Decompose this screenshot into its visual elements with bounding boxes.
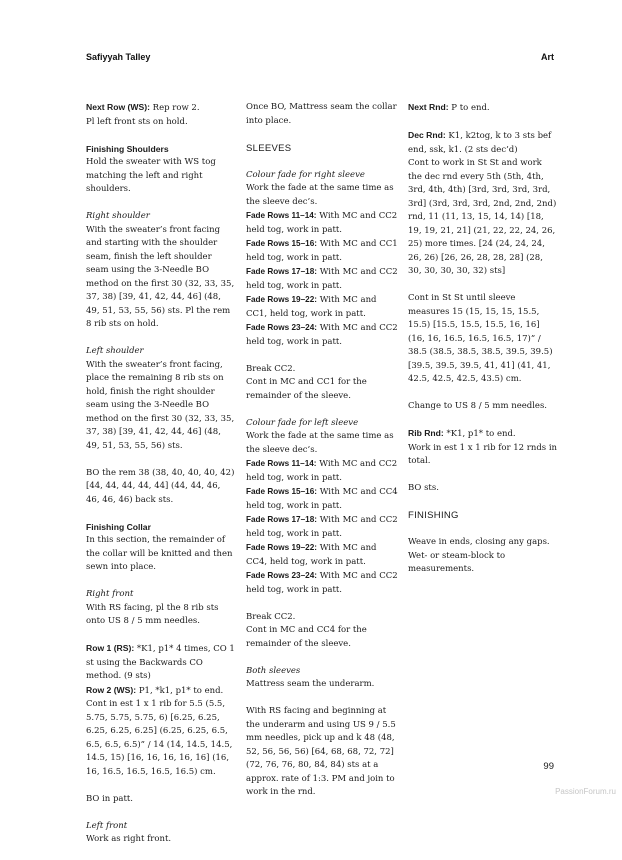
fade-row-text: With MC and CC4, held tog, work in patt. [246, 543, 377, 567]
fade-row-label: Fade Rows 15–16: [246, 487, 317, 496]
fade-right-row [246, 321, 398, 349]
column-2 [246, 101, 398, 813]
fade-row-label: Fade Rows 17–18: [246, 515, 317, 524]
fade-row-text: With MC and CC2 held tog, work in patt. [246, 267, 398, 291]
next-rnd-label: Next Rnd: [408, 102, 449, 112]
left-shoulder-heading: Left shoulder [86, 346, 144, 356]
column-3 [408, 101, 558, 590]
section-name: Art [541, 52, 554, 62]
author-name: Safiyyah Talley [86, 52, 151, 62]
fade-right-intro: Work the fade at the same time as the sleeve dec’s. [246, 183, 394, 207]
fade-left-row [246, 513, 398, 541]
fade-right-row [246, 209, 398, 237]
rs-facing-text: With RS facing and beginning at the underarm and using US 9 / 5.5 mm needles, pick up and k 48 (48, 52, 56, 56, 56) [64, 68, 68, 72, 72] (72, 76, 76, 80, 84, 84) sts at a approx. rate of 1:3. PM and join to work in the rnd. [246, 706, 396, 797]
fade-row-label: Fade Rows 11–14: [246, 459, 317, 468]
bo-patt-text: BO in patt. [86, 793, 134, 804]
fade-left-row [246, 569, 398, 597]
once-bo-text: Once BO, Mattress seam the collar into place. [246, 102, 397, 126]
next-row-line2: Pl left front sts on hold. [86, 116, 188, 127]
right-shoulder-heading: Right shoulder [86, 211, 150, 221]
finishing-shoulders-heading: Finishing Shoulders [86, 143, 169, 154]
fade-row-label: Fade Rows 15–16: [246, 239, 317, 248]
finishing-collar-text: In this section, the remainder of the collar will be knitted and then sewn into place. [86, 535, 233, 572]
next-rnd-text: P to end. [448, 103, 490, 113]
bo-sts-text: BO sts. [408, 483, 439, 493]
change-needles-text: Change to US 8 / 5 mm needles. [408, 401, 548, 411]
fade-row-text: With MC and CC2 held tog, work in patt. [246, 459, 398, 483]
rib-rnd-label: Rib Rnd: [408, 428, 444, 438]
sleeves-heading: SLEEVES [246, 142, 292, 154]
row1-text: *K1, p1* 4 times, CO 1 st using the Backwards CO method. (9 sts) [86, 644, 235, 681]
fade-row-text: With MC and CC2 held tog, work in patt. [246, 323, 398, 347]
page-number: 99 [543, 761, 554, 772]
dec-rnd-label: Dec Rnd: [408, 130, 446, 140]
fade-left-row [246, 485, 398, 513]
fade-row-text: With MC and CC4 held tog, work in patt. [246, 487, 398, 511]
column-1 [86, 101, 236, 860]
fade-left-heading: Colour fade for left sleeve [246, 417, 359, 428]
dec-rnd-text: K1, k2tog, k to 3 sts bef end, ssk, k1. (2 sts dec’d) [408, 131, 552, 155]
both-sleeves-text: Mattress seam the underarm. [246, 679, 375, 689]
fade-right-row [246, 265, 398, 293]
row2-text: P1, *k1, p1* to end. [136, 685, 224, 696]
fade-row-label: Fade Rows 23–24: [246, 323, 317, 332]
fade-row-text: With MC and CC1, held tog, work in patt. [246, 295, 377, 319]
fade-right-row [246, 237, 398, 265]
fade-row-label: Fade Rows 23–24: [246, 571, 317, 580]
next-row-label: Next Row (WS): [86, 102, 150, 112]
right-front-heading: Right front [86, 589, 134, 599]
row1-instruction [86, 642, 236, 684]
fade-left-row [246, 541, 398, 569]
fade-row-label: Fade Rows 11–14: [246, 211, 317, 220]
next-row-instruction [86, 101, 236, 116]
cont-cc1-text: Cont in MC and CC1 for the remainder of the sleeve. [246, 377, 367, 401]
finishing-shoulders-text: Hold the sweater with WS tog matching the left and right shoulders. [86, 157, 216, 194]
rib-rnd-text: *K1, p1* to end. [443, 429, 516, 439]
left-shoulder-text: With the sweater’s front facing, place the remaining 8 rib sts on hold, finish the right shoulder seam using the 3-Needle BO method on the first 30 (32, 33, 35, 37, 38) [39, 41, 42, 44, 46] (48, 49, 51, 53, 55, 56) sts. [86, 359, 235, 451]
finishing-collar-heading: Finishing Collar [86, 521, 151, 532]
fade-row-text: With MC and CC2 held tog, work in patt. [246, 515, 398, 539]
row2-instruction [86, 684, 236, 699]
left-front-text: Work as right front. [86, 834, 172, 844]
break-cc2-text: Break CC2. [246, 363, 296, 374]
row2-label: Row 2 (WS): [86, 684, 137, 695]
fade-row-label: Fade Rows 17–18: [246, 267, 317, 276]
fade-row-text: With MC and CC2 held tog, work in patt. [246, 571, 398, 595]
stst-text: Cont in St St until sleeve measures 15 (15, 15, 15, 15.5, 15.5) [15.5, 15.5, 15.5, 16, 16] (16, 16, 16.5, 16.5, 16.5, 17)” / 38.5 (38.5, 38.5, 38.5, 39.5, 39.5) [39.5, 39.5, 39.5, 41, 41] (41, 41, 42.5, 42.5, 42.5, 43.5) cm. [408, 293, 553, 384]
fade-row-text: With MC and CC1 held tog, work in patt. [246, 239, 398, 263]
left-front-heading: Left front [86, 820, 128, 831]
finishing-text: Weave in ends, closing any gaps. Wet- or steam-block to measurements. [408, 537, 550, 574]
dec-rnd-instruction [408, 129, 558, 157]
fade-right-row [246, 293, 398, 321]
rib-rnd-instruction [408, 427, 558, 442]
finishing-heading: FINISHING [408, 510, 459, 521]
bo-rem-text: BO the rem 38 (38, 40, 40, 40, 42) [44, 44, 44, 44, 44] (44, 44, 46, 46, 46, 46) back sts. [86, 467, 235, 505]
cont-cc4-text: Cont in MC and CC4 for the remainder of the sleeve. [246, 625, 367, 649]
next-rnd-instruction [408, 101, 558, 116]
both-sleeves-heading: Both sleeves [246, 665, 301, 676]
rib-work-text: Work in est 1 x 1 rib for 12 rnds in total. [408, 442, 558, 466]
break-cc2-text: Break CC2. [246, 611, 296, 622]
next-row-text: Rep row 2. [149, 103, 200, 113]
row1-label: Row 1 (RS): [86, 643, 135, 653]
fade-row-label: Fade Rows 19–22: [246, 295, 317, 304]
fade-left-intro: Work the fade at the same time as the sleeve dec’s. [246, 431, 394, 455]
fade-row-label: Fade Rows 19–22: [246, 543, 317, 552]
cont-rib-text: Cont in est 1 x 1 rib for 5.5 (5.5, 5.75, 5.75, 5.75, 6) [6.25, 6.25, 6.25, 6.25, 6.25] (6.25, 6.25, 6.5, 6.5, 6.5, 6.5)” / 14 (14, 14.5, 14.5, 14.5, 15) [16, 16, 16, 16, 16] (16, 16, 16.5, 16.5, 16.5, 16.5) cm. [86, 699, 233, 777]
fade-left-row [246, 457, 398, 485]
right-front-text: With RS facing, pl the 8 rib sts onto US 8 / 5 mm needles. [86, 602, 219, 626]
watermark: PassionForum.ru [555, 787, 616, 796]
fade-right-heading: Colour fade for right sleeve [246, 169, 365, 180]
fade-row-text: With MC and CC2 held tog, work in patt. [246, 211, 398, 235]
right-shoulder-text: With the sweater’s front facing and starting with the shoulder seam, finish the left shoulder seam using the 3-Needle BO method on the first 30 (32, 33, 35, 37, 38) [39, 41, 42, 44, 46] (48, 49, 51, 53, 55, 56) sts. Pl the rem 8 rib sts on hold. [86, 224, 235, 329]
dec-cont-text: Cont to work in St St and work the dec rnd every 5th (5th, 4th, 3rd, 4th, 4th) [3rd, 3rd, 3rd, 3rd, 3rd] (3rd, 3rd, 3rd, 2nd, 2nd, 2nd) rnd, 11 (11, 13, 15, 14, 14) [18, 19, 19, 21, 21] (21, 22, 22, 24, 26, 25) more times. [24 (24, 24, 24, 26, 26) [26, 26, 28, 28, 28] (28, 30, 30, 30, 30, 32) sts] [408, 158, 557, 276]
